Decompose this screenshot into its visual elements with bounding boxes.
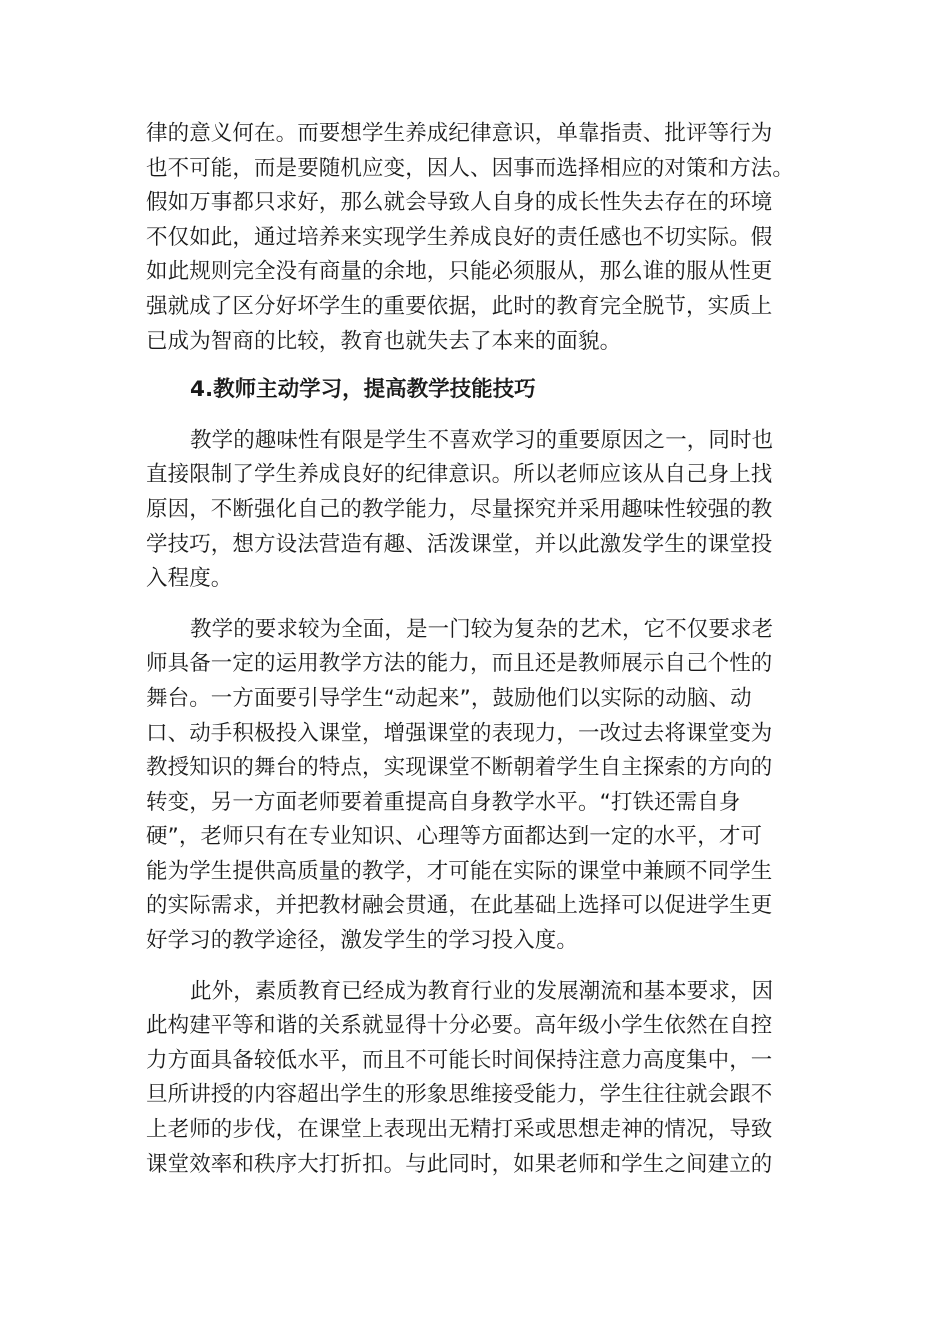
paragraph [146,613,806,959]
document-body [146,117,806,1182]
text-line: 已成为智商的比较，教育也就失去了本来的面貌。 [146,328,622,354]
text-line: 课堂效率和秩序大打折扣。与此同时，如果老师和学生之间建立的 [146,1151,773,1177]
text-line: 力方面具备较低水平，而且不可能长时间保持注意力高度集中，一 [146,1047,773,1073]
text-line: 学技巧，想方设法营造有趣、活泼课堂，并以此激发学生的课堂投 [146,531,773,557]
text-line: 强就成了区分好坏学生的重要依据，此时的教育完全脱节，实质上 [146,293,773,319]
text-line: 此构建平等和谐的关系就显得十分必要。高年级小学生依然在自控 [146,1013,773,1039]
text-line: 口、动手积极投入课堂，增强课堂的表现力，一改过去将课堂变为 [146,720,773,746]
paragraph-continued [146,117,806,359]
text-line: 律的意义何在。而要想学生养成纪律意识，单靠指责、批评等行为 [146,121,773,146]
text-line: 教授知识的舞台的特点，实现课堂不断朝着学生自主探索的方向的 [146,755,773,781]
text-line: 舞台。一方面要引导学生“动起来”，鼓励他们以实际的动脑、动 [146,685,752,711]
text-line: 好学习的教学途径，激发学生的学习投入度。 [146,928,579,954]
text-line: 师具备一定的运用教学方法的能力，而且还是教师展示自己个性的 [146,651,773,677]
text-line: 能为学生提供高质量的教学，才可能在实际的课堂中兼顾不同学生 [146,858,773,884]
text-line: 的实际需求，并把教材融会贯通，在此基础上选择可以促进学生更 [146,893,773,919]
section-heading: 4.教师主动学习，提高教学技能技巧 [190,377,536,403]
paragraph [146,975,806,1183]
text-line: 硬”，老师只有在专业知识、心理等方面都达到一定的水平，才可 [146,824,763,850]
text-line: 转变，另一方面老师要着重提高自身教学水平。“打铁还需自身 [146,789,741,815]
text-line: 旦所讲授的内容超出学生的形象思维接受能力，学生往往就会跟不 [146,1082,773,1108]
text-line: 此外，素质教育已经成为教育行业的发展潮流和基本要求，因 [190,978,774,1004]
text-line: 教学的趣味性有限是学生不喜欢学习的重要原因之一，同时也 [190,427,774,453]
text-line: 也不可能，而是要随机应变，因人、因事而选择相应的对策和方法。 [146,155,795,181]
text-line: 上老师的步伐，在课堂上表现出无精打采或思想走神的情况，导致 [146,1117,773,1143]
text-line: 教学的要求较为全面，是一门较为复杂的艺术，它不仅要求老 [190,616,774,642]
text-line: 不仅如此，通过培养来实现学生养成良好的责任感也不切实际。假 [146,224,773,250]
text-line: 如此规则完全没有商量的余地，只能必须服从，那么谁的服从性更 [146,259,773,285]
text-line: 假如万事都只求好，那么就会导致人自身的成长性失去存在的环境 [146,190,773,216]
text-line: 原因，不断强化自己的教学能力，尽量探究并采用趣味性较强的教 [146,496,773,522]
text-line: 直接限制了学生养成良好的纪律意识。所以老师应该从自己身上找 [146,462,773,488]
text-line: 入程度。 [146,566,233,592]
paragraph [146,424,806,597]
